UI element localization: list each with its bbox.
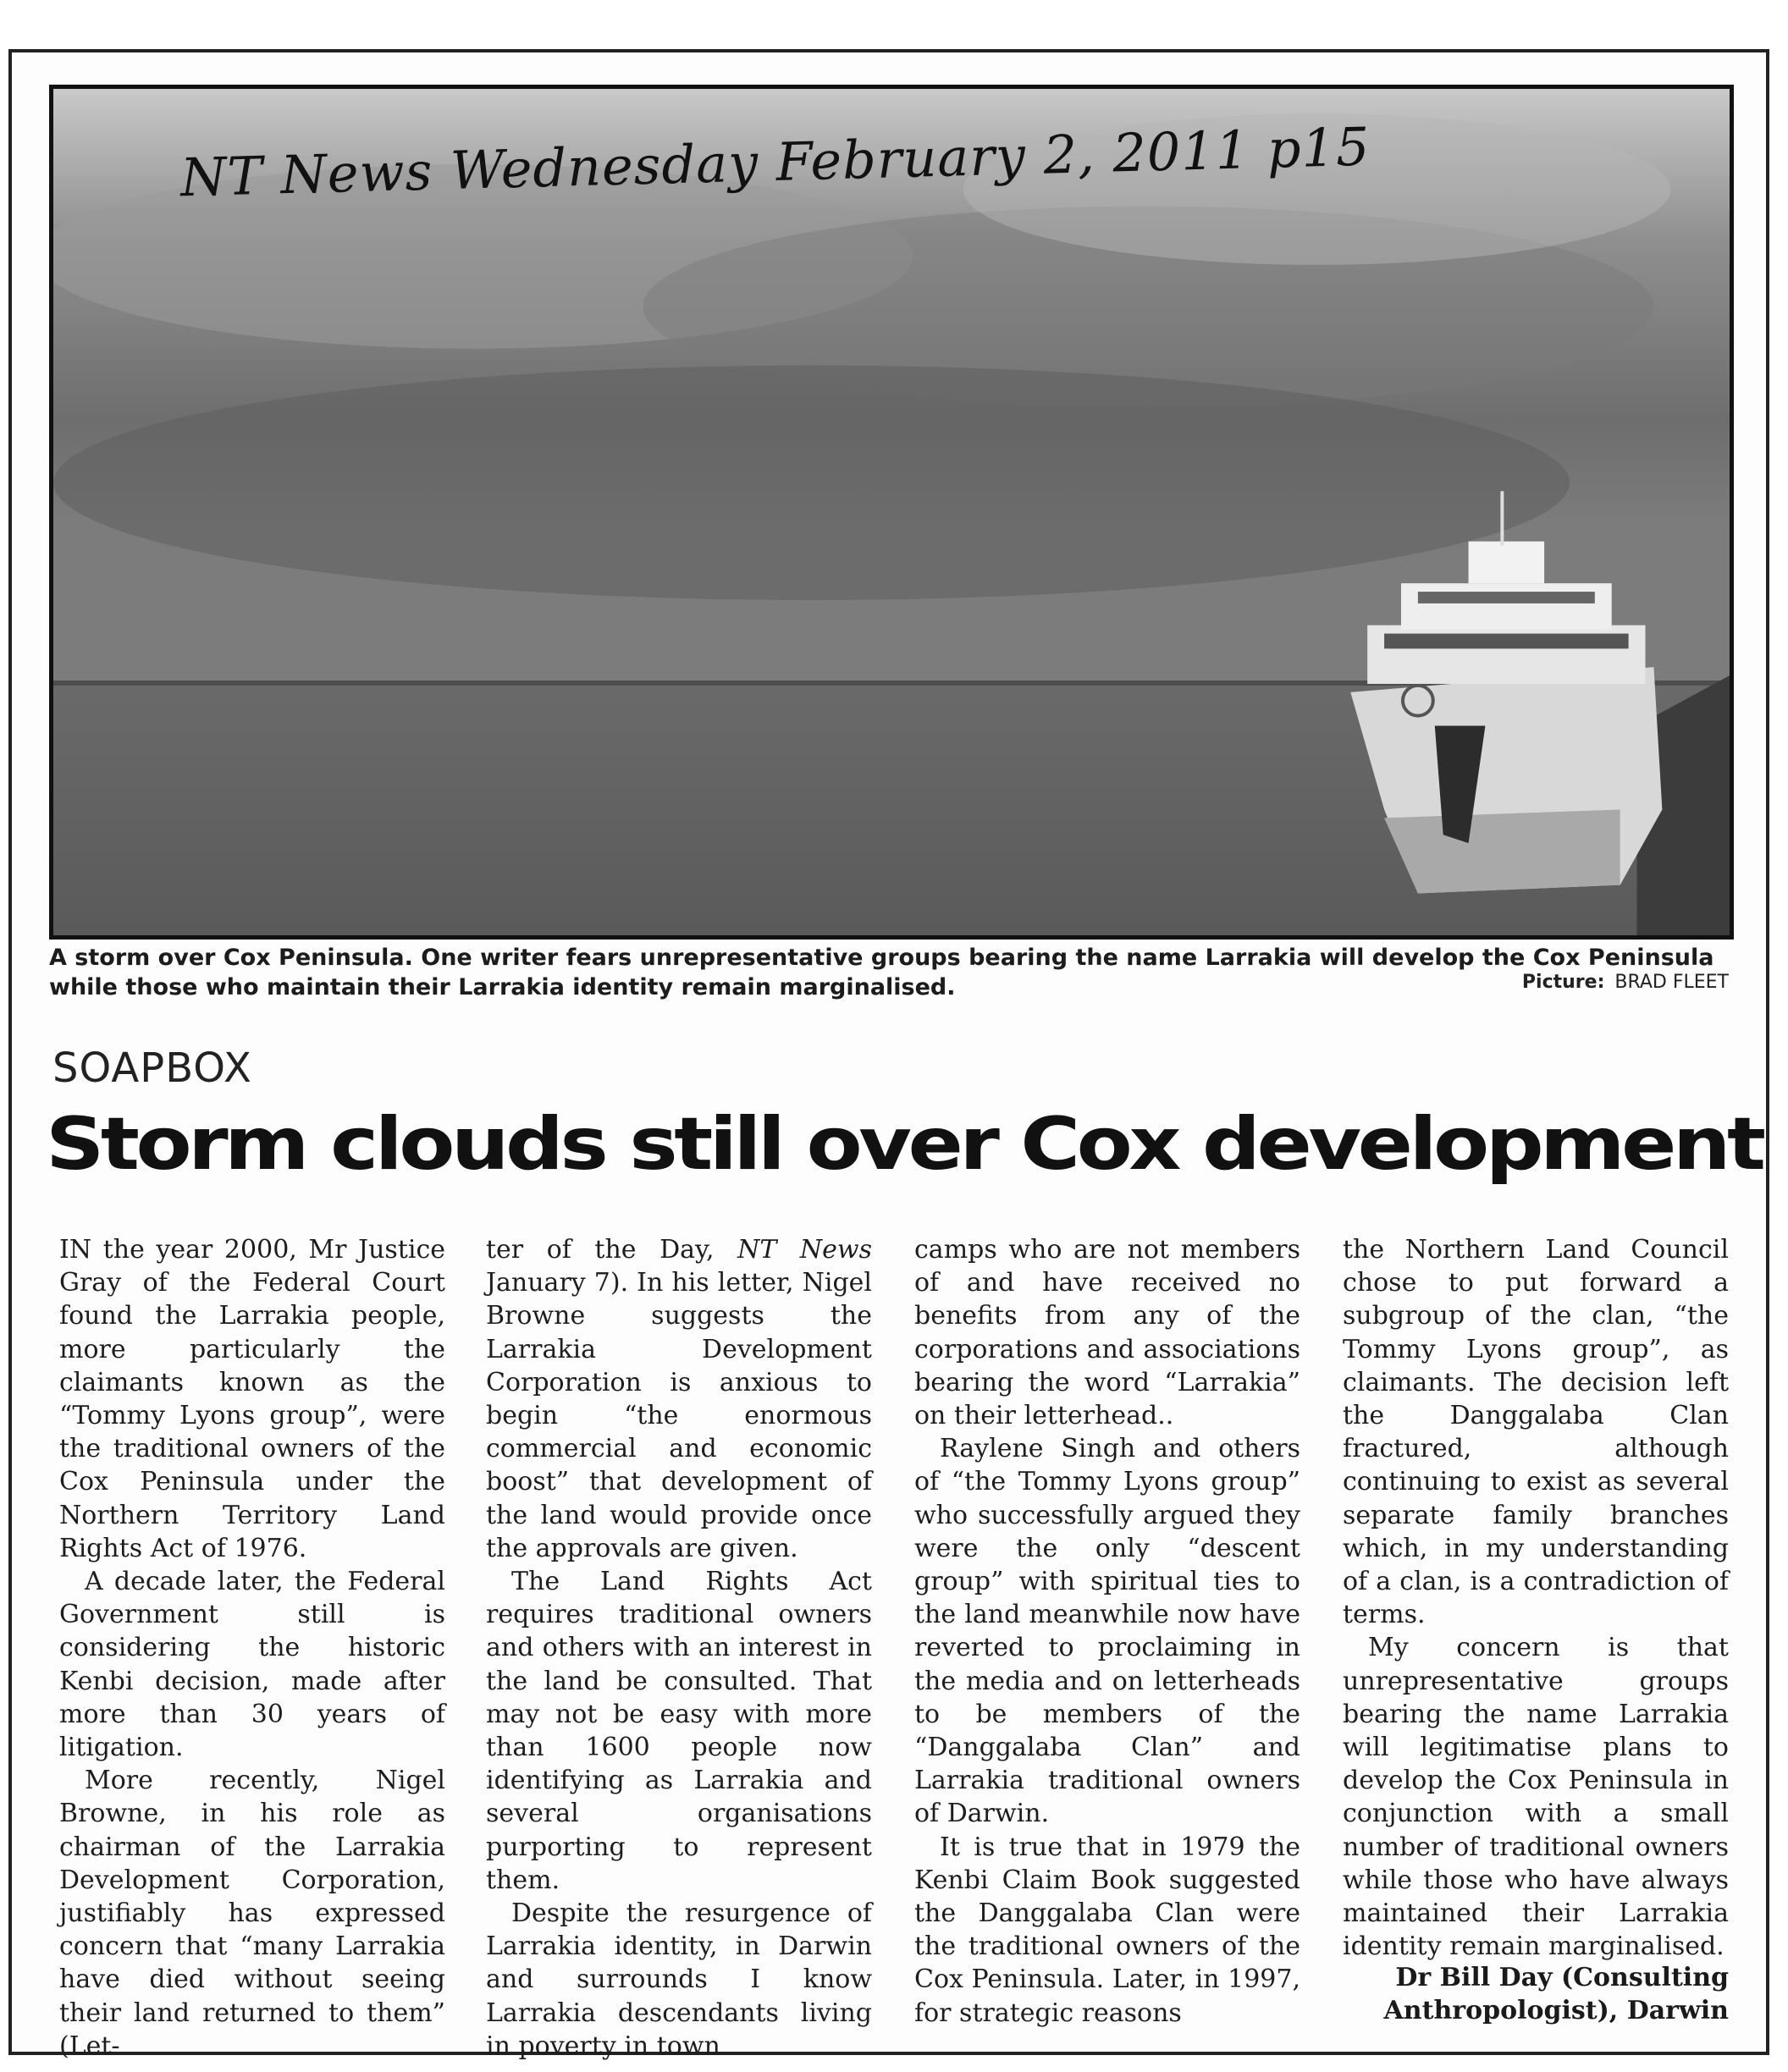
author-signature (1343, 1961, 1729, 2027)
text-run: January 7). In his letter, Nigel Browne suggests the Larrakia Development Corporation is anxious to begin “the enormous commercial and economic boost” that development of the land would provide once the approvals are given. (486, 1268, 872, 1563)
column-2 (486, 1233, 872, 2063)
signature-line: Dr Bill Day (Consulting (1395, 1963, 1729, 1992)
column-4 (1343, 1233, 1729, 1963)
paragraph: Despite the resurgence of Larrakia identity, in Darwin and surrounds I know Larrakia descendants living in poverty in town (486, 1898, 872, 2061)
photo-caption: A storm over Cox Peninsula. One writer fears unrepresentative groups bearing the name Larrakia will develop the Cox Peninsula while those who maintain their Larrakia identity remain marginalised. (49, 945, 1714, 1000)
handwritten-date-note: NT News Wednesday February 2, 2011 p15 (179, 115, 1371, 209)
photo-credit (1522, 972, 1729, 993)
article-headline: Storm clouds still over Cox development (46, 1102, 1763, 1187)
storm-photo (49, 85, 1734, 940)
credit-label: Picture: (1521, 972, 1605, 993)
column-3 (914, 1233, 1300, 2030)
signature-line: Anthropologist), Darwin (1383, 1996, 1729, 2026)
paragraph: The Land Rights Act requires traditional owners and others with an interest in the land be consulted. That may not be easy with more than 1600 people now identifying as Larrakia and several organisations purporting to represent them. (486, 1567, 872, 1895)
publication-name: NT News (737, 1235, 873, 1265)
credit-name: BRAD FLEET (1614, 972, 1729, 993)
paragraph: It is true that in 1979 the Kenbi Claim Book suggested the Danggalaba Clan were the traditional owners of the Cox Peninsula. Later, in 1997, for strategic reasons (914, 1832, 1300, 2028)
paragraph: the Northern Land Council chose to put forward a subgroup of the clan, “the Tommy Lyons group”, as claimants. The decision left the Danggalaba Clan fractured, although continuing to exist as several separate family branches which, in my understanding of a clan, is a contradiction of terms. (1343, 1235, 1729, 1630)
paragraph: camps who are not members of and have received no benefits from any of the corporations and associations bearing the word “Larrakia” on their letterhead.. (914, 1235, 1300, 1431)
paragraph: IN the year 2000, Mr Justice Gray of the Federal Court found the Larrakia people, more particularly the claimants known as the “Tommy Lyons group”, were the traditional owners of the Cox Peninsula under the Northern Territory Land Rights Act of 1976. (59, 1235, 445, 1563)
paragraph: More recently, Nigel Browne, in his role as chairman of the Larrakia Development Corporation, justifiably has expressed concern that “many Larrakia have died without seeing their land returned to them” (Let- (59, 1766, 445, 2061)
paragraph: My concern is that unrepresentative groups bearing the name Larrakia will legitimatise plans to develop the Cox Peninsula in conjunction with a small number of traditional owners while those who have always maintained their Larrakia identity remain marginalised. (1343, 1633, 1729, 1962)
text-run: ter of the Day, (486, 1235, 738, 1265)
article-body (59, 1233, 1744, 2061)
paragraph: A decade later, the Federal Government still is considering the historic Kenbi decision, made after more than 30 years of litigation. (59, 1567, 445, 1763)
newspaper-clipping (8, 49, 1769, 2061)
column-1 (59, 1233, 445, 2063)
storm-over-harbour-image (53, 89, 1730, 935)
paragraph (486, 1233, 872, 1565)
section-kicker: SOAPBOX (52, 1044, 252, 1092)
paragraph: Raylene Singh and others of “the Tommy Lyons group” who successfully argued they were the only “descent group” with spiritual ties to the land meanwhile now have reverted to proclaiming in the media and on letterheads to be members of the “Danggalaba Clan” and Larrakia traditional owners of Darwin. (914, 1434, 1300, 1829)
